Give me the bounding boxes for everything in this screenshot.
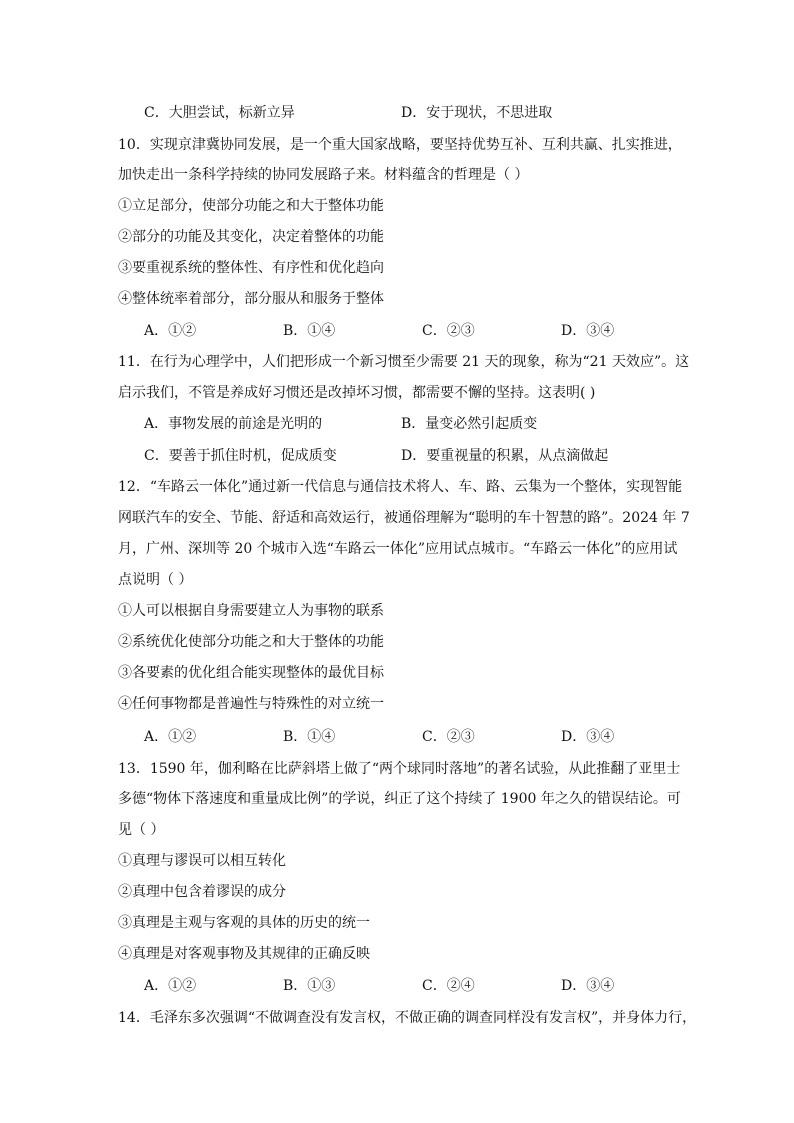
q13-option-b[interactable]: B．①③: [283, 978, 336, 994]
q12-item-2: ②系统优化使部分功能之和大于整体的功能: [118, 634, 384, 650]
q13-option-d[interactable]: D．③④: [561, 978, 615, 994]
q11-option-a[interactable]: A．事物发展的前途是光明的: [144, 416, 323, 432]
q12-stem-line-2: 网联汽车的安全、节能、舒适和高效运行，被通俗理解为“聪明的车十智慧的路”。2024 年 7: [118, 510, 690, 526]
q12-stem-line-3: 月，广州、深圳等 20 个城市入选“车路云一体化”应用试点城市。“车路云一体化”的应用试: [118, 541, 678, 557]
q10-item-2: ②部分的功能及其变化，决定着整体的功能: [118, 229, 384, 245]
q11-option-b[interactable]: B．量变必然引起质变: [401, 416, 538, 432]
q12-stem-line-4: 点说明（ ）: [118, 572, 193, 588]
q12-item-1: ①人可以根据自身需要建立人为事物的联系: [118, 603, 384, 619]
q13-stem-line-3: 见（ ）: [118, 822, 165, 838]
q12-option-a[interactable]: A．①②: [144, 729, 197, 745]
q10-option-d[interactable]: D．③④: [561, 323, 615, 339]
q9-option-c[interactable]: C．大胆尝试，标新立异: [144, 105, 295, 121]
q12-option-b[interactable]: B．①④: [283, 729, 336, 745]
q11-option-c[interactable]: C．要善于抓住时机，促成质变: [144, 448, 337, 464]
q10-option-b[interactable]: B．①④: [283, 323, 336, 339]
q11-stem-line-1: 11．在行为心理学中，人们把形成一个新习惯至少需要 21 天的现象，称为“21 天效应”。这: [118, 354, 690, 370]
q13-stem-line-1: 13．1590 年，伽利略在比萨斜塔上做了“两个球同时落地”的著名试验，从此推翻了亚里士: [118, 761, 681, 777]
q13-item-1: ①真理与谬误可以相互转化: [118, 853, 286, 869]
q9-option-d[interactable]: D．安于现状，不思进取: [401, 105, 553, 121]
q12-item-4: ④任何事物都是普遍性与特殊性的对立统一: [118, 696, 384, 712]
q10-stem-line-1: 10．实现京津冀协同发展，是一个重大国家战略，要坚持优势互补、互利共赢、扎实推进，: [118, 137, 682, 153]
q10-option-c[interactable]: C．②③: [422, 323, 475, 339]
q12-item-3: ③各要素的优化组合能实现整体的最优目标: [118, 665, 384, 681]
q13-item-4: ④真理是对客观事物及其规律的正确反映: [118, 946, 370, 962]
q10-item-4: ④整体统率着部分，部分服从和服务于整体: [118, 291, 384, 307]
q10-stem-line-2: 加快走出一条科学持续的协同发展路子来。材料蕴含的哲理是（ ）: [118, 167, 529, 183]
q10-item-3: ③要重视系统的整体性、有序性和优化趋向: [118, 260, 384, 276]
q12-option-d[interactable]: D．③④: [561, 729, 615, 745]
q12-stem-line-1: 12．“车路云一体化”通过新一代信息与通信技术将人、车、路、云集为一个整体，实现智能: [118, 479, 683, 495]
q13-option-c[interactable]: C．②④: [422, 978, 475, 994]
q11-stem-line-2: 启示我们，不管是养成好习惯还是改掉坏习惯，都需要不懈的坚持。这表明( ): [118, 385, 596, 401]
q13-option-a[interactable]: A．①②: [144, 978, 197, 994]
q11-option-d[interactable]: D．要重视量的积累，从点滴做起: [401, 448, 609, 464]
q10-item-1: ①立足部分，使部分功能之和大于整体功能: [118, 198, 384, 214]
q13-item-3: ③真理是主观与客观的具体的历史的统一: [118, 915, 370, 931]
q13-stem-line-2: 多德“物体下落速度和重量成比例”的学说，纠正了这个持续了 1900 年之久的错误结论。可: [118, 791, 681, 807]
q10-option-a[interactable]: A．①②: [144, 323, 197, 339]
q13-item-2: ②真理中包含着谬误的成分: [118, 884, 286, 900]
q12-option-c[interactable]: C．②③: [422, 729, 475, 745]
q14-stem-line-1: 14．毛泽东多次强调“不做调查没有发言权，不做正确的调查同样没有发言权”，并身体力行，: [118, 1010, 697, 1026]
